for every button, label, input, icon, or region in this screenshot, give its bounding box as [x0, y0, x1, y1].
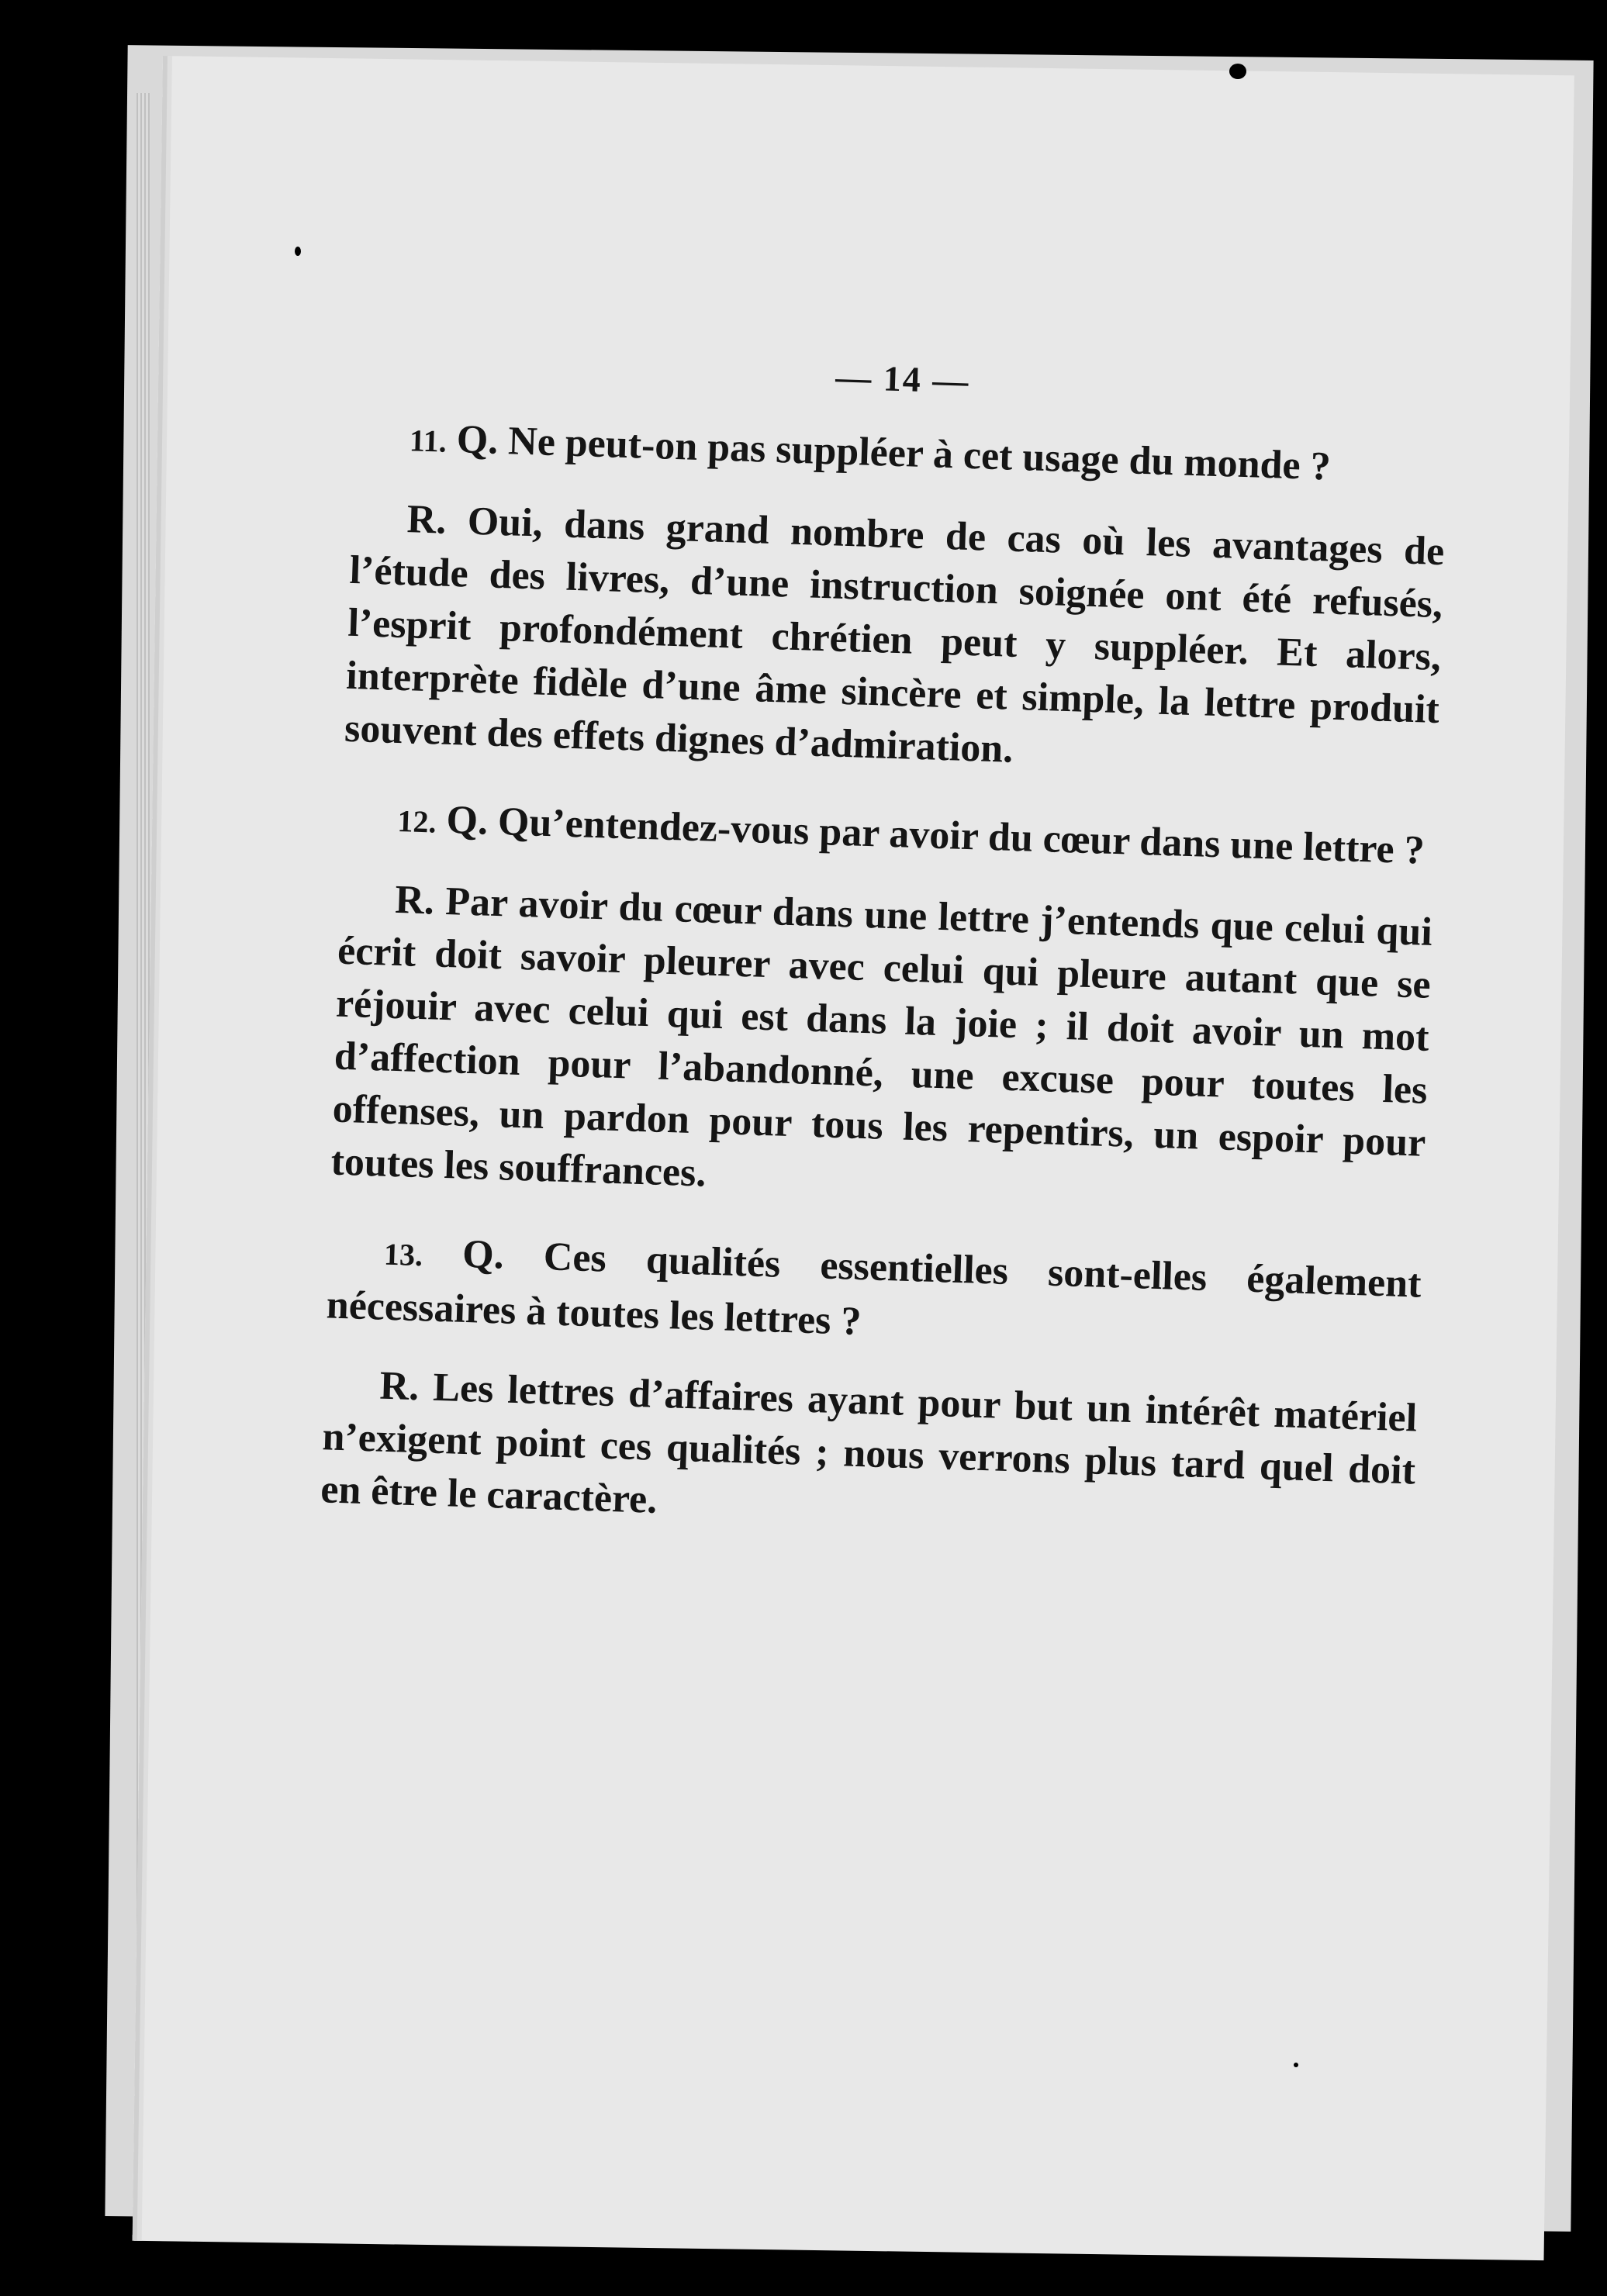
speck [295, 247, 301, 256]
question-number: 11. [409, 423, 448, 459]
speck [1229, 64, 1246, 79]
question-number: 13. [383, 1236, 423, 1273]
answer-paragraph: R. Les lettres d’affaires ayant pour but un intérêt matériel n’exigent point ces qualités ; nous verrons plus tard quel doit en être le caractère. [320, 1363, 1418, 1522]
page-number: — 14 — [835, 357, 971, 401]
question-paragraph [326, 1224, 1422, 1366]
answer-paragraph: R. Par avoir du cœur dans une lettre j’entends que celui qui écrit doit savoir pleurer avec celui qui pleure autant que se réjouir avec celui qui est dans la joie ; il doit avoir un mot d’affection pour l’abandonné, une excuse pour toutes les offenses, un pardon pour tous les repentirs, un espoir pour toutes les souffrances. [330, 877, 1433, 1196]
answer-paragraph: R. Oui, dans grand nombre de cas où les avantages de l’étude des livres, d’une instruction soignée ont été refusés, l’esprit profondément chrétien peut y suppléer. Et alors, interprète fidèle d’une âme sincère et simple, la lettre produit souvent des effets dignes d’admiration. [344, 497, 1446, 772]
question-text: Q. Ces qualités essentielles sont-elles également nécessaires à toutes les lettres ? [326, 1231, 1422, 1345]
question-text: Q. Qu’entendez-vous par avoir du cœur dans une lettre ? [445, 797, 1426, 873]
question-text: Q. Ne peut-on pas suppléer à cet usage du monde ? [455, 417, 1332, 489]
question-number: 12. [396, 803, 437, 840]
speck [1294, 2063, 1298, 2067]
question-paragraph [353, 410, 1448, 499]
page-text [319, 341, 1450, 1586]
question-paragraph [341, 791, 1436, 880]
